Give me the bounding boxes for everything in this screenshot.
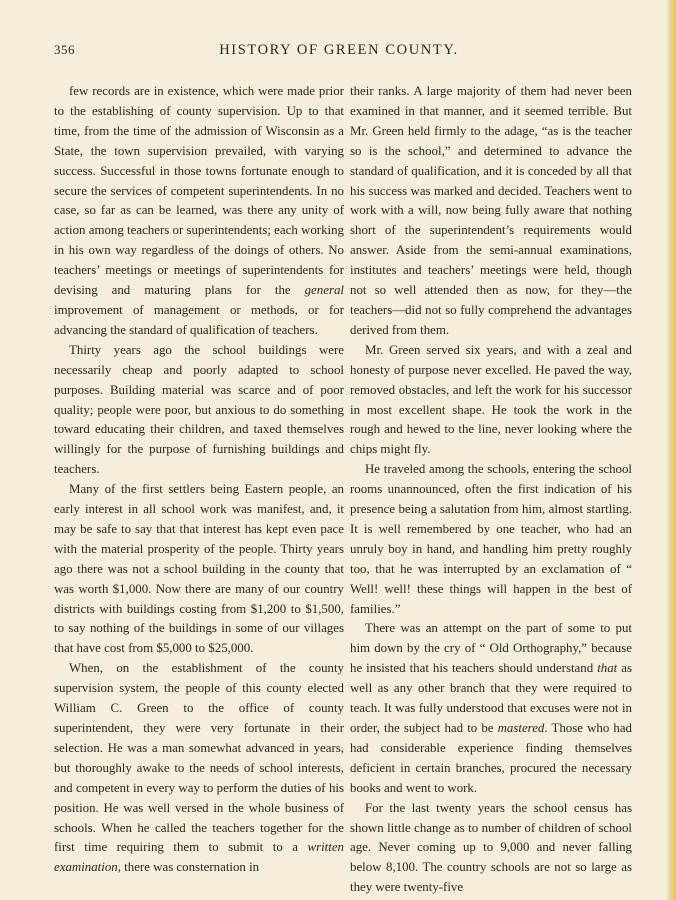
paragraph-text: For the last twenty years the school census has shown little change as to number of children of school age. Never coming up to 9,000 and never falling below 8,100. The country schools are not so large as they were twenty-five <box>350 800 632 895</box>
paragraph-text: their ranks. A large majority of them had never been examined in that manner, and it seemed terrible. But Mr. Green held firmly to the adage, “as is the teacher so is the school,” and determined to advance the standard of qualification, and it is conceded by all that his success was marked and decided. Teachers went to work with a will, now being fully aware that nothing short of the superintendent’s requirements would answer. Aside from the semi-annual examinations, institutes and teachers’ meetings were held, though not so well attended then as now, for they—the teachers—did not so fully comprehend the advantages derived from them. <box>350 84 632 337</box>
paragraph-l3 <box>54 480 344 659</box>
paragraph-text: as well as any other branch that they were required to teach. It was fully understood that excuses were not in order, the subject had to be <box>350 661 632 735</box>
paragraph-l4 <box>54 659 344 878</box>
paragraph-text: improvement of management or methods, or for advancing the standard of qualification of teachers. <box>54 302 344 337</box>
page-edge-shadow <box>666 0 676 900</box>
paragraph-r2 <box>350 341 632 460</box>
paragraph-l2 <box>54 341 344 480</box>
paragraph-text: , there was consternation in <box>117 860 260 875</box>
left-text-column <box>54 82 344 878</box>
paragraph-r5 <box>350 799 632 899</box>
paragraph-text: few records are in existence, which were made prior to the establishing of county supervision. Up to that time, from the time of the admission of Wisconsin as a State, the town supervision prevailed, with varying success. Successful in those towns fortunate enough to secure the services of competent superintendents. In no case, so far as can be learned, was there any unity of action among teachers or superintendents; each working in his own way regardless of the doings of others. No teachers’ meetings or meetings of superintendents for devising and maturing plans for the <box>54 84 344 298</box>
paragraph-text: He traveled among the schools, entering the school rooms unannounced, often the first indication of his presence being a salutation from him, almost startling. It is well remembered by one teacher, who had an unruly boy in hand, and handling him pretty roughly too, that he was interrupted by an exclamation of “ Well! well! these things will happen in the best of families.” <box>350 462 632 616</box>
paragraph-r1 <box>350 82 632 341</box>
paragraph-r4 <box>350 619 632 798</box>
paragraph-text: There was an attempt on the part of some to put him down by the cry of “ Old Orthography,” because he insisted that his teachers should understand <box>350 621 632 676</box>
paragraph-text: . Those who had had considerable experience finding themselves deficient in certain branches, procured the necessary books and went to work. <box>350 721 632 795</box>
paragraph-text: Many of the first settlers being Eastern people, an early interest in all school work was manifest, and, it may be safe to say that that interest has kept even pace with the material prosperity of the people. Thirty years ago there was not a school building in the county that was worth $1,000. Now there are many of our country districts with buildings costing from $1,200 to $1,500, to say nothing of the buildings in some of our villages that have cost from $5,000 to $25,000. <box>54 482 344 656</box>
page-header <box>54 42 624 62</box>
paragraph-text: Thirty years ago the school buildings were necessarily cheap and poorly adapted to school purposes. Building material was scarce and of poor quality; people were poor, but anxious to do something toward educating their children, and taxed themselves willingly for the purpose of furnishing buildings and teachers. <box>54 342 344 477</box>
italic-text: general <box>304 283 344 298</box>
paragraph-text: Mr. Green served six years, and with a zeal and honesty of purpose never excelled. He paved the way, removed obstacles, and left the work for his successor in most excellent shape. He took the work in the rough and hewed to the line, never looking where the chips might fly. <box>350 342 632 457</box>
italic-text: written examination <box>54 840 344 875</box>
paragraph-r3 <box>350 460 632 619</box>
italic-text: that <box>597 661 618 676</box>
italic-text: mastered <box>497 721 545 735</box>
running-title: HISTORY OF GREEN COUNTY. <box>219 42 459 58</box>
right-text-column <box>350 82 632 898</box>
paragraph-l1 <box>54 82 344 341</box>
page-number: 356 <box>54 42 75 57</box>
paragraph-text: When, on the establishment of the county supervision system, the people of this county elected William C. Green to the office of county superintendent, they were very fortunate in their selection. He was a man somewhat advanced in years, but thoroughly awake to the needs of school interests, and competent in every way to perform the duties of his position. He was well versed in the whole business of schools. When he called the teachers together for the first time requiring them to submit to a <box>54 661 344 855</box>
